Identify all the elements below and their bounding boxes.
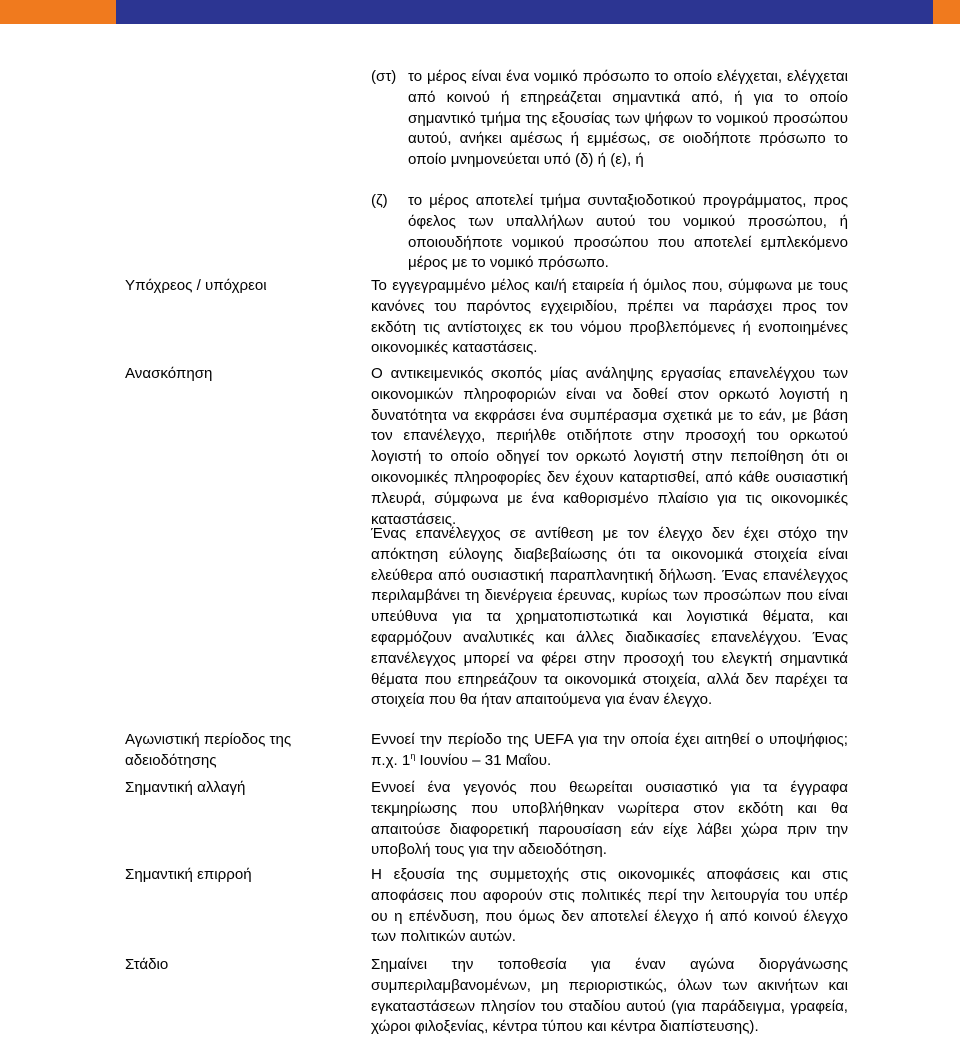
term-obligated: Υπόχρεος / υπόχρεοι (125, 277, 267, 294)
definition-licensing-season-superscript: η (410, 750, 416, 761)
definition-review-paragraph-1: Ο αντικειμενικός σκοπός μίας ανάληψης εργασίας επανελέγχου των οικονομικών πληροφοριών είναι να δοθεί στον ορκωτό λογιστή η δυνατότητα να εκφράσει ένα συμπέρασμα σχετικά με το εάν, με βάση τον επανέλεγχο, περιήλθε οτιδήποτε στην προσοχή του ορκωτού λογιστή το οποίο οδηγεί τον ορκωτό λογιστή στην πεποίθηση ότι οι οικονομικές πληροφορίες δεν έχουν καταρτισθεί, από κάθε ουσιαστική πλευρά, σύμφωνα με ένα καθορισμένο πλαίσιο για τις οικονομικές καταστάσεις. (371, 365, 848, 528)
definition-review-paragraph-2: Ένας επανέλεγχος σε αντίθεση με τον έλεγχο δεν έχει στόχο την απόκτηση εύλογης διαβεβαίωσης ότι τα οικονομικά στοιχεία είναι ελεύθερα από ουσιαστική παραπλανητική δήλωση. Ένας επανέλεγχος περιλαμβάνει τη διενέργεια έρευνας, κυρίως των προσώπων που είναι υπεύθυνα για τα χρηματοπιστωτικά και λογιστικά θέματα, και εφαρμόζουν αναλυτικές και άλλες διαδικασίες επανελέγχου. Ένας επανέλεγχος μπορεί να φέρει στην προσοχή του ελεγκτή σημαντικά θέματα που επηρεάζουν τα οικονομικά στοιχεία, αλλά δεν παρέχει τα στοιχεία που θα ήταν απαιτούμενα για έναν έλεγχο. (371, 525, 848, 709)
list-item-label: (ζ) (371, 192, 388, 209)
definition-licensing-season-text-end: Ιουνίου – 31 Μαΐου. (415, 751, 552, 769)
header-bar (0, 0, 960, 24)
list-item-text: το μέρος αποτελεί τμήμα συνταξιοδοτικού προγράμματος, προς όφελος των υπαλλήλων αυτού του νομικού προσώπου, ή οποιουδήποτε νομικού προσώπου που αποτελεί εμπλεκόμενο μέρος με το νομικό πρόσωπο. (408, 192, 848, 272)
list-item-label: (στ) (371, 68, 397, 85)
term-licensing-season: Αγωνιστική περίοδος της αδειοδότησης (125, 731, 292, 769)
list-item-text: το μέρος είναι ένα νομικό πρόσωπο το οποίο ελέγχεται, ελέγχεται από κοινού ή επηρεάζεται σημαντικά από, ή για το οποίο σημαντικό τμήμα της εξουσίας των ψήφων το νομικού προσώπου αυτού, ανήκει αμέσως ή εμμέσως, σε οιοδήποτε πρόσωπο το οποίο μνημονεύεται υπό (δ) ή (ε), ή (408, 68, 848, 169)
definition-significant-change: Εννοεί ένα γεγονός που θεωρείται ουσιαστικό για τα έγγραφα τεκμηρίωσης που υποβλήθηκαν νωρίτερα στον εκδότη και θα απαιτούσε διαφορετική παρουσίαση εάν είχε λάβει χώρα πριν την υποβολή τους για την αδειοδότηση. (371, 779, 848, 859)
definition-licensing-season (371, 730, 848, 772)
header-bar-main (116, 0, 933, 24)
definition-obligated: Το εγγεγραμμένο μέλος και/ή εταιρεία ή όμιλος που, σύμφωνα με τους κανόνες του παρόντος εγχειριδίου, πρέπει να παράσχει προς τον εκδότη τις αντίστοιχες εκ του νόμου προβλεπόμενες ή ενοποιημένες οικονομικές καταστάσεις. (371, 277, 848, 357)
term-review: Ανασκόπηση (125, 365, 213, 382)
term-significant-influence: Σημαντική επιρροή (125, 866, 252, 883)
list-item (371, 67, 848, 171)
definition-stadium: Σημαίνει την τοποθεσία για έναν αγώνα διοργάνωσης συμπεριλαμβανομένων, μη περιοριστικώς, όλων των ακινήτων και εγκαταστάσεων πλησίον του σταδίου αυτού (για παράδειγμα, γραφεία, χώροι φιλοξενίας, κέντρα τύπου και κέντρα διαπίστευσης). (371, 956, 848, 1036)
header-bar-accent-right (933, 0, 960, 24)
term-significant-change: Σημαντική αλλαγή (125, 779, 246, 796)
definition-licensing-season-text: Εννοεί την περίοδο της UEFA για την οποία έχει αιτηθεί ο υποψήφιος; π.χ. 1 (371, 731, 848, 769)
term-stadium: Στάδιο (125, 956, 169, 973)
list-item (371, 191, 848, 274)
header-bar-accent-left (0, 0, 116, 24)
definition-significant-influence: Η εξουσία της συμμετοχής στις οικονομικές αποφάσεις και στις αποφάσεις που αφορούν στις πολιτικές περί την λειτουργία του υπέρ ου η επένδυση, που όμως δεν αποτελεί έλεγχο ή από κοινού έλεγχο των πολιτικών αυτών. (371, 866, 848, 946)
